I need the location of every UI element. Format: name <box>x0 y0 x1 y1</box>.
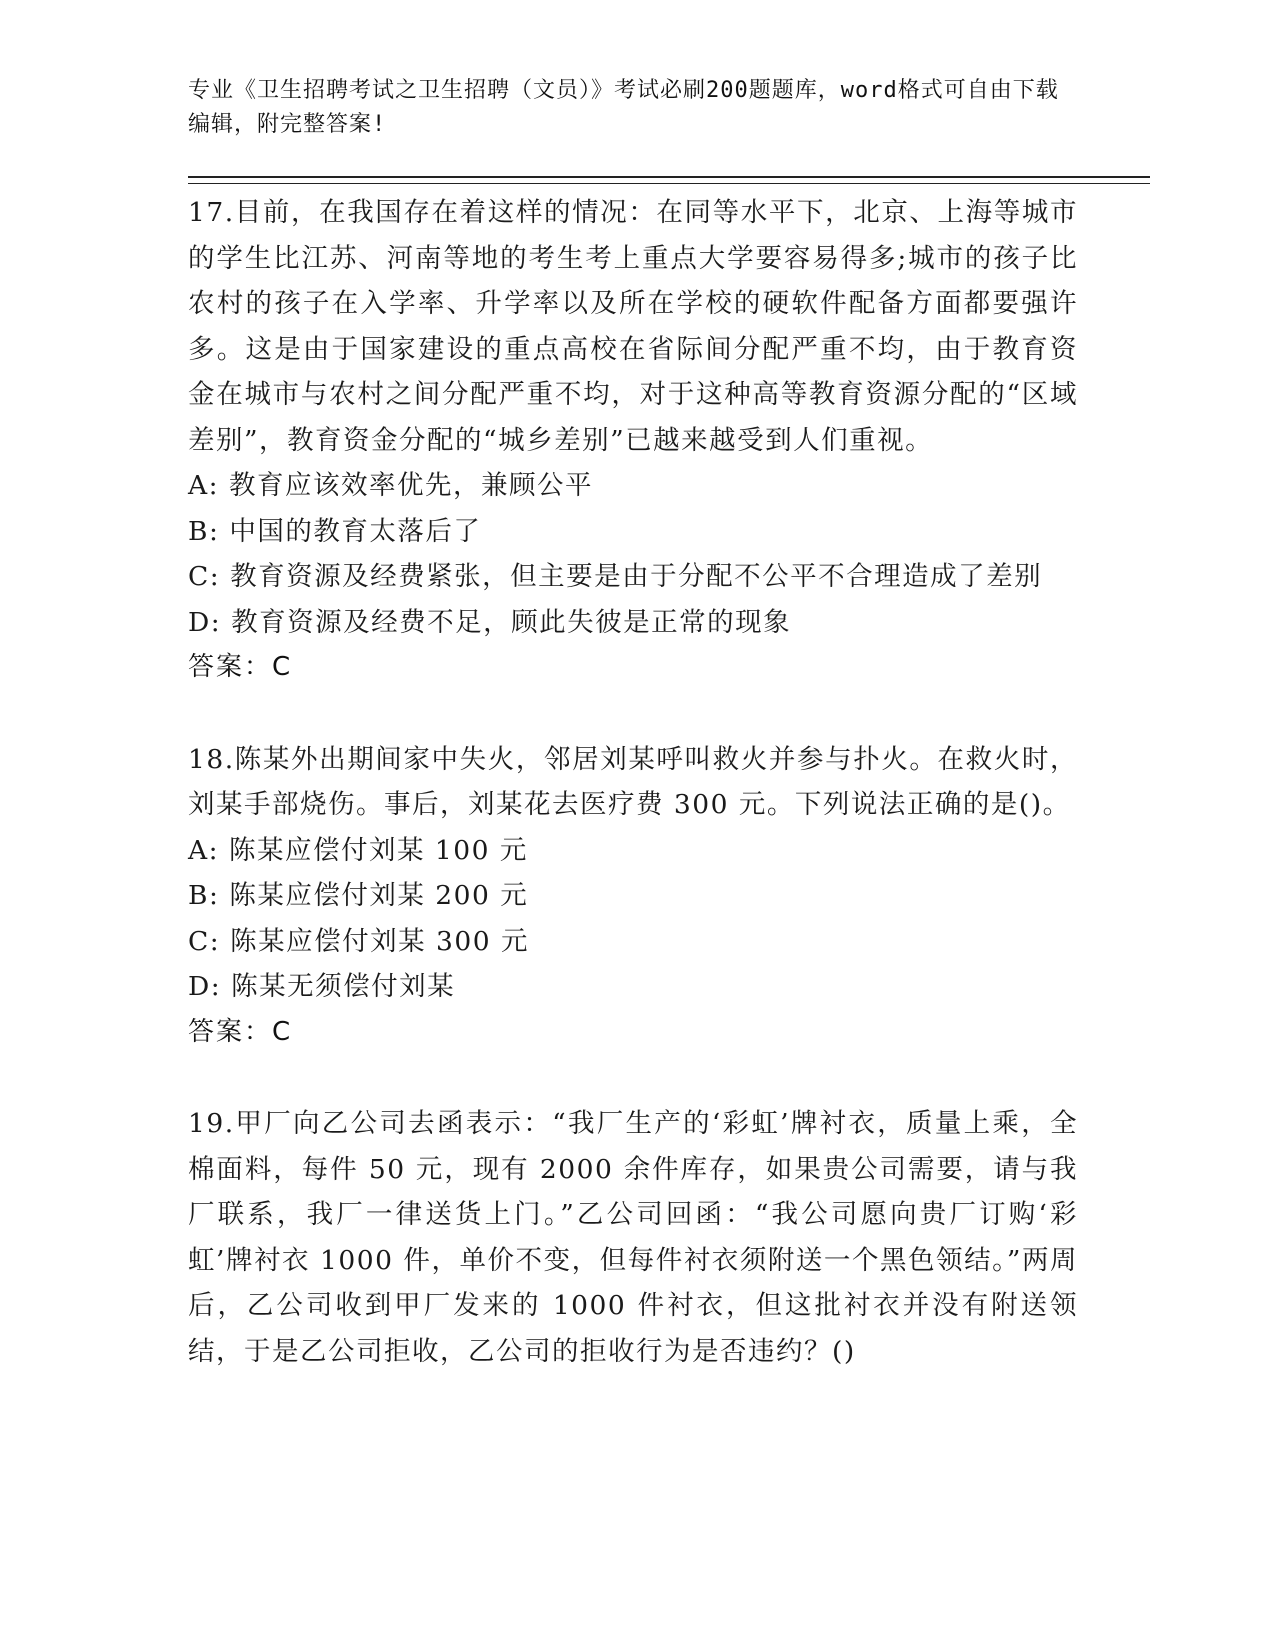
question-19 <box>188 1101 1078 1374</box>
option-d: D: 陈某无须偿付刘某 <box>188 971 456 1002</box>
question-spacer <box>188 1055 1078 1101</box>
option-a: A: 陈某应偿付刘某 100 元 <box>188 834 528 866</box>
question-18 <box>188 737 1078 1056</box>
question-stem: 19.甲厂向乙公司去函表示：“我厂生产的‘彩虹’牌衬衣，质量上乘，全棉面料，每件 50 元，现有 2000 余件库存，如果贵公司需要，请与我厂联系，我厂一律送货上门。”乙公司回函：“我公司愿向贵厂订购‘彩虹’牌衬衣 1000 件，单价不变，但每件衬衣须附送一个黑色领结。”两周后，乙公司收到甲厂发来的 1000 件衬衣，但这批衬衣并没有附送领结，于是乙公司拒收，乙公司的拒收行为是否违约？() <box>188 1108 1078 1367</box>
option-d: D: 教育资源及经费不足，顾此失彼是正常的现象 <box>188 606 792 638</box>
question-17 <box>188 190 1078 691</box>
question-list <box>188 190 1078 1374</box>
question-stem: 18.陈某外出期间家中失火，邻居刘某呼叫救火并参与扑火。在救火时，刘某手部烧伤。事后，刘某花去医疗费 300 元。下列说法正确的是()。 <box>188 743 1078 820</box>
option-b: B: 中国的教育太落后了 <box>188 515 482 547</box>
option-c: C: 教育资源及经费紧张，但主要是由于分配不公平不合理造成了差别 <box>188 561 1043 592</box>
option-c: C: 陈某应偿付刘某 300 元 <box>188 925 530 957</box>
header-divider-thick <box>188 176 1150 178</box>
document-header: 专业《卫生招聘考试之卫生招聘（文员）》考试必刷200题题库，word格式可自由下载编辑，附完整答案! <box>188 78 1059 137</box>
answer-line: 答案：C <box>188 1016 293 1047</box>
option-b: B: 陈某应偿付刘某 200 元 <box>188 880 529 911</box>
question-stem: 17.目前，在我国存在着这样的情况：在同等水平下，北京、上海等城市的学生比江苏、河南等地的考生考上重点大学要容易得多;城市的孩子比农村的孩子在入学率、升学率以及所在学校的硬软件配备方面都要强许多。这是由于国家建设的重点高校在省际间分配严重不均，由于教育资金在城市与农村之间分配严重不均，对于这种高等教育资源分配的“区域差别”，教育资金分配的“城乡差别”已越来越受到人们重视。 <box>188 197 1078 456</box>
answer-line: 答案：C <box>188 652 293 682</box>
question-spacer <box>188 691 1078 737</box>
option-a: A: 教育应该效率优先，兼顾公平 <box>188 470 593 501</box>
header-divider-thin <box>188 183 1150 184</box>
